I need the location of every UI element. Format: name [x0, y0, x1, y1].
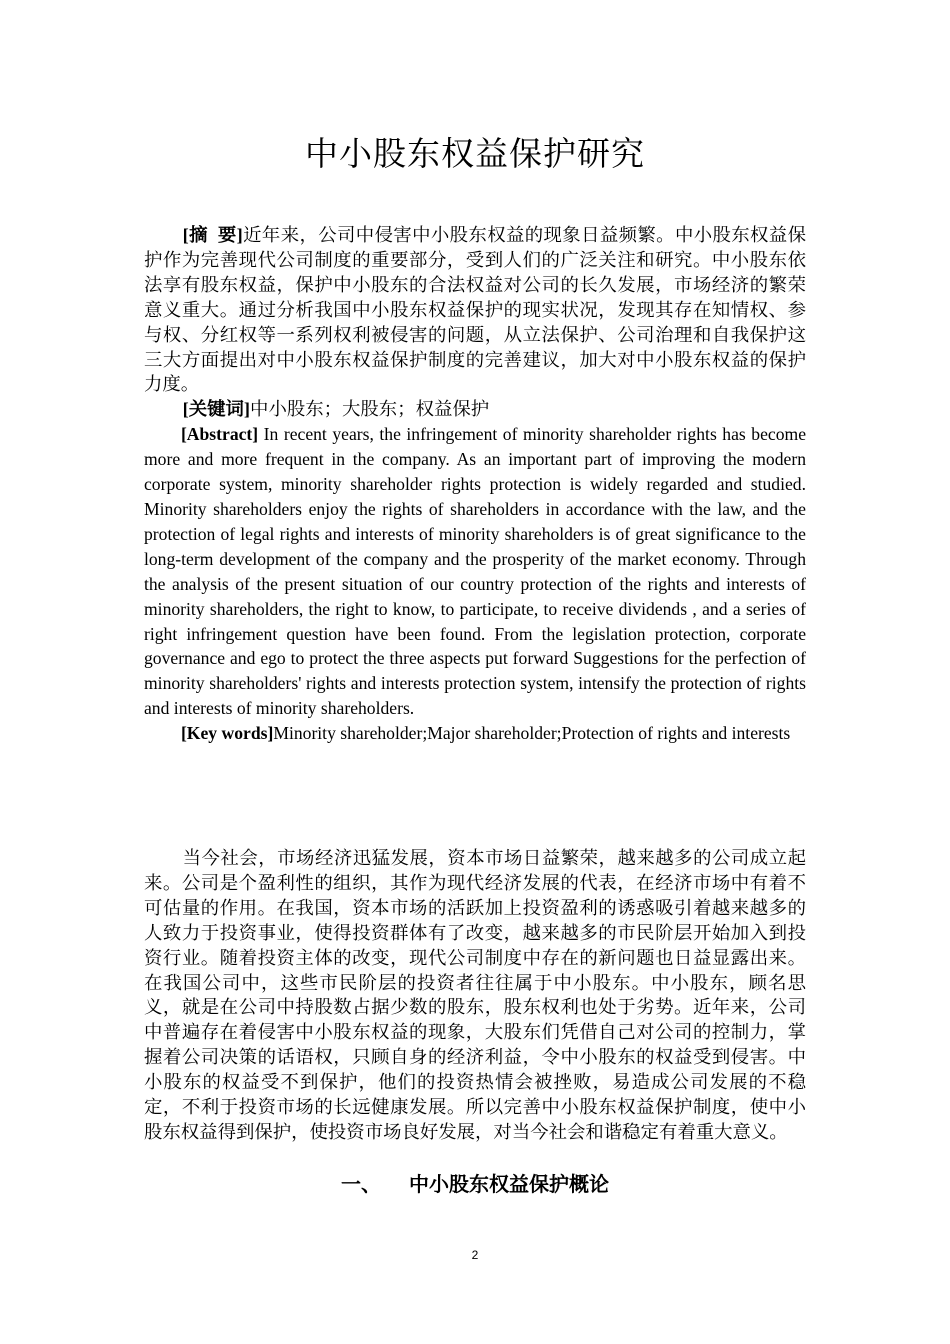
- abstract-section: [144, 223, 806, 746]
- keywords-cn-text: 中小股东；大股东；权益保护: [250, 399, 490, 420]
- section-heading: [0, 1168, 950, 1197]
- abstract-en: [144, 422, 806, 721]
- abstract-en-text: In recent years, the infringement of minority shareholder rights has become more and more frequent in the company. As an important part of improving the modern corporate system, minority shareholder rights protection is widely regarded and studied. Minority shareholders enjoy the rights of shareholders in accordance with the law, and the protection of legal rights and interests of minority shareholders is of great significance to the long-term development of the company and the prosperity of the market economy. Through the analysis of the present situation of our country protection of the rights and interests of minority shareholders, the right to know, to participate, to receive dividends , and a series of right infringement question have been found. From the legislation protection, corporate governance and ego to protect the three aspects put forward Suggestions for the perfection of minority shareholders' rights and interests protection system, intensify the protection of rights and interests of minority shareholders.: [144, 424, 806, 719]
- keywords-en-label: [Key words]: [180, 723, 274, 744]
- section-number: 一、: [341, 1172, 381, 1196]
- abstract-cn-text: 近年来，公司中侵害中小股东权益的现象日益频繁。中小股东权益保护作为完善现代公司制度的重要部分，受到人们的广泛关注和研究。中小股东依法享有股东权益，保护中小股东的合法权益对公司的长久发展，市场经济的繁荣意义重大。通过分析我国中小股东权益保护的现实状况，发现其存在知情权、参与权、分红权等一系列权利被侵害的问题，从立法保护、公司治理和自我保护这三大方面提出对中小股东权益保护制度的完善建议，加大对中小股东权益的保护力度。: [144, 225, 806, 395]
- keywords-cn: [144, 397, 806, 422]
- intro-section: [144, 846, 806, 1145]
- section-title: 中小股东权益保护概论: [409, 1172, 609, 1196]
- abstract-cn: [144, 223, 806, 397]
- keywords-cn-label: [关键词]: [182, 399, 251, 420]
- abstract-en-label: [Abstract]: [180, 424, 259, 445]
- keywords-en: [144, 721, 806, 746]
- intro-paragraph: 当今社会，市场经济迅猛发展，资本市场日益繁荣，越来越多的公司成立起来。公司是个盈利性的组织，其作为现代经济发展的代表，在经济市场中有着不可估量的作用。在我国，资本市场的活跃加上投资盈利的诱惑吸引着越来越多的人致力于投资事业，使得投资群体有了改变，越来越多的市民阶层开始加入到投资行业。随着投资主体的改变，现代公司制度中存在的新问题也日益显露出来。在我国公司中，这些市民阶层的投资者往往属于中小股东。中小股东，顾名思义，就是在公司中持股数占据少数的股东，股东权利也处于劣势。近年来，公司中普遍存在着侵害中小股东权益的现象，大股东们凭借自己对公司的控制力，掌握着公司决策的话语权，只顾自身的经济利益，令中小股东的权益受到侵害。中小股东的权益受不到保护，他们的投资热情会被挫败，易造成公司发展的不稳定，不利于投资市场的长远健康发展。所以完善中小股东权益保护制度，使中小股东权益得到保护，使投资市场良好发展，对当今社会和谐稳定有着重大意义。: [144, 848, 806, 1142]
- keywords-en-text: Minority shareholder;Major shareholder;Protection of rights and interests: [273, 723, 791, 744]
- document-title: 中小股东权益保护研究: [305, 134, 645, 173]
- page-number: 2: [471, 1248, 479, 1262]
- abstract-cn-label: [摘 要]: [182, 225, 243, 245]
